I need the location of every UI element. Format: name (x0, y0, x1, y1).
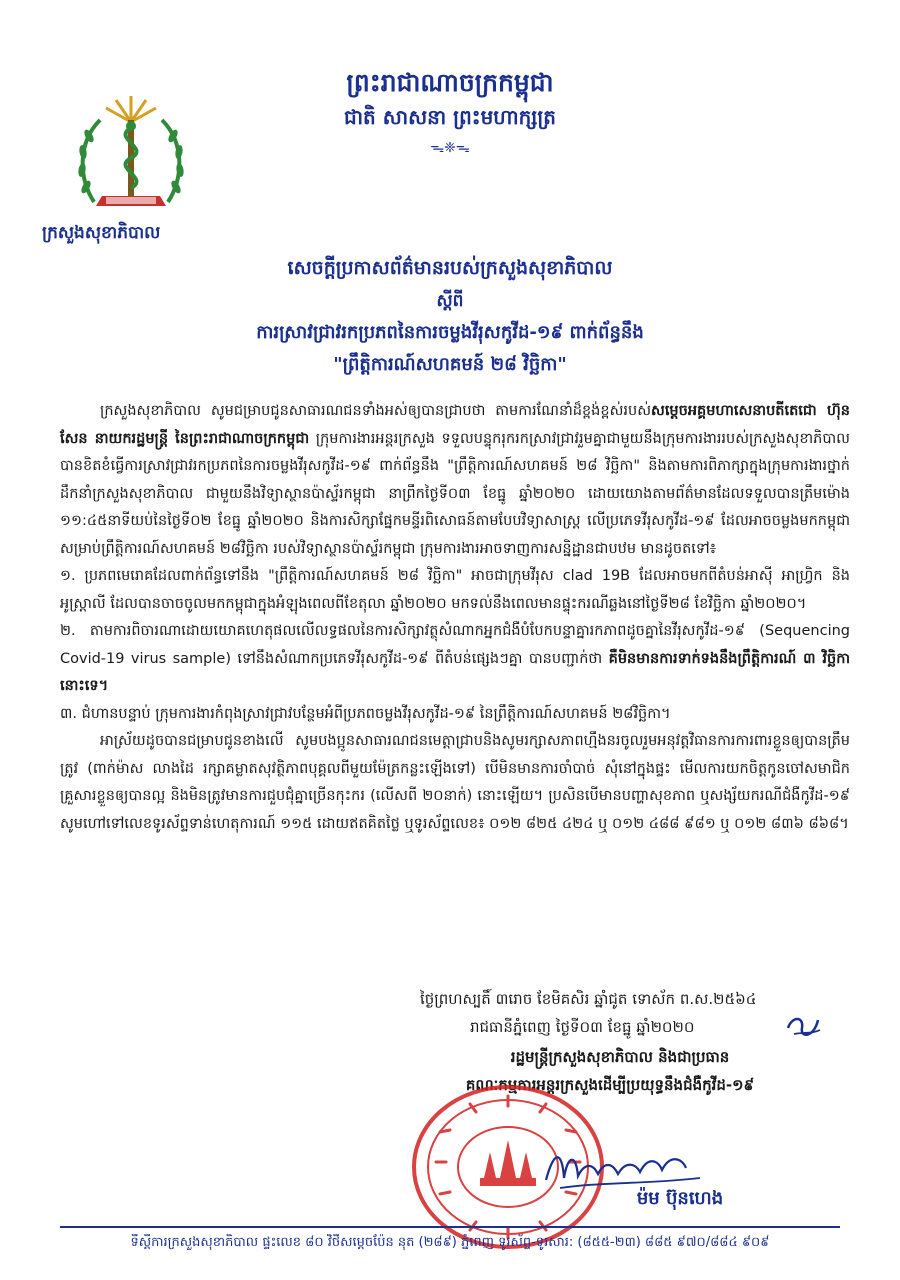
lunar-date: ថ្ងៃព្រហស្បតិ៍ ៣រោច ខែមិគសិរ ឆ្នាំជូត ទោស័ក ព.ស.២៥៦៤ (420, 990, 757, 1008)
intro-paragraph (60, 398, 850, 563)
intro-prime-minister: សម្តេចអគ្គមហាសេនាបតីតេជោ ហ៊ុន សែន នាយករដ្ឋមន្ត្រី នៃព្រះរាជាណាចក្រកម្ពុជា (60, 403, 850, 447)
closing-paragraph: អាស្រ័យដូចបានជម្រាបជូនខាងលើ សូមបងប្អូនសាធារណជនមេត្តាជ្រាបនិងសូមរក្សាសភាពហ្មឹងនរចូលរួមអនុវត្តវិធានការការពារខ្លួនឲ្យបានត្រឹមត្រូវ (ពាក់ម៉ាស លាងដៃ រក្សាគម្លាតសុវត្ថិភាពបុគ្គលពីមួយម៉ែត្រកន្លះឡើងទៅ) បើមិនមានការចាំបាច់ សុំនៅក្នុងផ្ទះ មើលការយកចិត្តកូនចៅសមាជិកគ្រួសារខ្លួនឲ្យបានល្អ និងមិនត្រូវមានការជួបជុំគ្នាច្រើនកុះករ (លើសពី ២០នាក់) នោះឡើយ។ ប្រសិនបើមានបញ្ហាសុខភាព ឬសង្ស័យករណីជំងឺកូវីដ-១៩ សូមហៅទៅលេខទូរស័ព្ទទាន់ហេតុការណ៍ ១១៥ ដោយឥតគិតថ្លៃ ឬទូរស័ព្ទលេខ៖ ០១២ ៨២៥ ៤២៤ ឬ ០១២ ៤៨៨ ៩៨១ ឬ ០១២ ៨៣៦ ៨៦៨។ (60, 733, 850, 832)
handwritten-initial (784, 1012, 824, 1042)
title-regarding: ស្តីពី (436, 291, 464, 311)
announcement-body (60, 398, 850, 838)
ministry-logo (72, 92, 190, 218)
finding-point-2 (60, 618, 850, 701)
announcement-title: សេចក្តីប្រកាសព័ត៌មានរបស់ក្រសួងសុខាភិបាល (287, 257, 613, 279)
national-motto: ជាតិ សាសនា ព្រះមហាក្សត្រ (344, 105, 556, 129)
signatory-name: ម៉ម ប៊ុនហេង (636, 1188, 724, 1209)
title-subject: ការស្រាវជ្រាវរកប្រភពនៃការចម្លងវីរុសកូវីដ-១៩ ពាក់ព័ន្ធនឹង (256, 322, 644, 343)
point2-conclusion: គឺមិនមានការទាក់ទងនឹងព្រឹត្តិការណ៍ ៣ វិច្ឆិកា នោះទេ។ (60, 650, 851, 694)
finding-point-1: ១. ប្រភពមេរោគដែលពាក់ព័ន្ធទៅនឹង "ព្រឹត្តិការណ៍សហគមន៍ ២៨ វិច្ឆិកា" អាចជាក្រុមវីរុស clad 19B ដែលអាចមកពីតំបន់អាស៊ី អាហ្វ្រិក និងអូស្ត្រាលី ដែលបានចាចចូលមកកម្ពុជាក្នុងអំឡុងពេលពីខែតុលា ឆ្នាំ២០២០ មកទល់នឹងពេលមានផ្ទុះករណីឆ្លងនៅថ្ងៃទី២៨ ខែវិច្ឆិកា ឆ្នាំ២០២០។ (60, 568, 850, 612)
kingdom-heading: ព្រះរាជាណាចក្រកម្ពុជា (346, 68, 554, 97)
ministry-label: ក្រសួងសុខាភិបាល (42, 223, 161, 243)
intro-start: ក្រសួងសុខាភិបាល សូមជម្រាបជូនសាធារណជនទាំងអស់ឲ្យបានជ្រាបថា តាមការណែនាំដ៏ខ្ពង់ខ្ពស់របស់ (100, 403, 652, 419)
footer-address: ទីស្តីការក្រសួងសុខាភិបាល ផ្ទះលេខ ៨០ វិថីសម្តេចប៉ែន នុត (២៨៩) ភ្នំពេញ ទូរស័ព្ទ-ទូរសារ: (៨៥៥-២៣) ៨៨៥ ៩៧០/៨៨៤ ៩០៩ (130, 1235, 770, 1250)
finding-point-3: ៣. ជំហានបន្ទាប់ ក្រុមការងារកំពុងស្រាវជ្រាវបន្ថែមអំពីប្រភពចម្លងវីរុសកូវីដ-១៩ នៃព្រឹត្តិការណ៍សហគមន៍ ២៨វិច្ឆិកា។ (60, 705, 671, 722)
ornament-divider: ᯓ❈ᯓ (430, 140, 470, 156)
intro-rest: ក្រុមការងារអន្តរក្រសួង ទទួលបន្ទុករុករកស្រាវជ្រាវរួមគ្នាជាមួយនឹងក្រុមការងាររបស់ក្រសួងសុខាភិបាល បានខិតខំធ្វើការស្រាវជ្រាវរកប្រភពនៃការចម្លងវីរុសកូវីដ-១៩ ពាក់ព័ន្ធនឹង "ព្រឹត្តិការណ៍សហគមន៍ ២៨ វិច្ឆិកា" និងតាមការពិភាក្សាក្នុងក្រុមការងារថ្នាក់ដឹកនាំក្រសួងសុខាភិបាល ជាមួយនឹងវិទ្យាស្ថានប៉ាស្ទ័រកម្ពុជា នាព្រឹកថ្ងៃទី០៣ ខែធ្នូ ឆ្នាំ២០២០ ដោយយោងតាមព័ត៌មានដែលទទួលបានត្រឹមម៉ោង ១១:៤៥នាទីយប់នៃថ្ងៃទី០២ ខែធ្នូ ឆ្នាំ២០២០ និងការសិក្សាផ្នែកមន្ទីរពិសោធន៍តាមបែបវិទ្យាសាស្ត្រ លើប្រភេទវីរុសកូវីដ-១៩ ដែលអាចចម្លងមកកម្ពុជា សម្រាប់ព្រឹត្តិការណ៍សហគមន៍ ២៨វិច្ឆិកា របស់វិទ្យាស្ថានប៉ាស្ទ័រកម្ពុជា ក្រុមការងារអាចទាញការសន្និដ្ឋានជាបឋម មានដូចតទៅ៖ (60, 430, 850, 557)
solar-date: រាជធានីភ្នំពេញ ថ្ងៃទី០៣ ខែធ្នូ ឆ្នាំ២០២០ (470, 1018, 695, 1036)
signatory-committee: គណៈកម្មការអន្តរក្រសួងដើម្បីប្រយុទ្ធនឹងជំងឺកូវីដ-១៩ (465, 1076, 755, 1094)
footer-divider (60, 1226, 840, 1228)
title-event: "ព្រឹត្តិការណ៍សហគមន៍ ២៨ វិច្ឆិកា" (333, 354, 567, 375)
signatory-title: រដ្ឋមន្ត្រីក្រសួងសុខាភិបាល និងជាប្រធាន (510, 1048, 730, 1066)
point2-text: ២. តាមការពិចារណាដោយយោគហេតុផលលើលទ្ធផលនៃការសិក្សាវត្ថុសំណាកអ្នកជំងឺបំបែកបន្ទាគ្នារកភាពដូចគ្នានៃវីរុសកូវីដ-១៩ (Sequencing Covid-19 virus sample) ទៅនឹងសំណាកប្រភេទវីរុសកូវីដ-១៩ ពីតំបន់ផ្សេងៗគ្នា បានបញ្ជាក់ថា (60, 623, 850, 667)
